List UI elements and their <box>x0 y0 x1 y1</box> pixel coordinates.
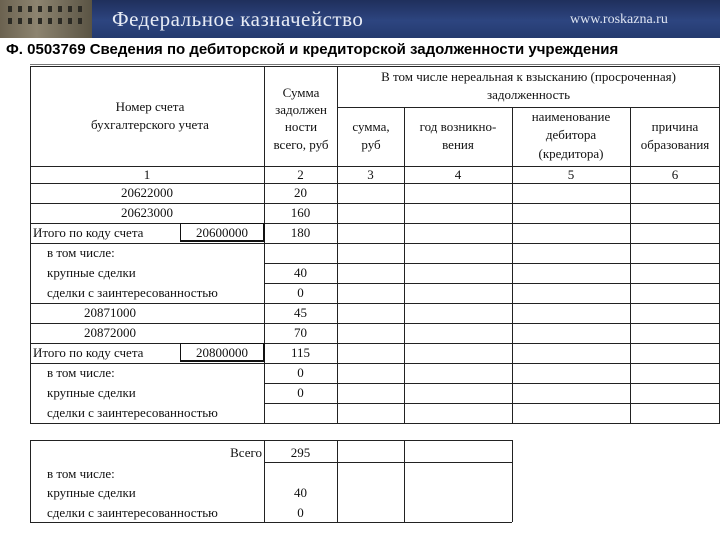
account-code: 20600000 <box>196 225 248 240</box>
building-image <box>0 0 92 38</box>
row-label: 20622000 <box>121 185 173 200</box>
header-sum-line1: сумма, <box>352 119 390 134</box>
row-value: 115 <box>290 345 311 360</box>
header-total-line2: задолжен <box>275 102 327 117</box>
row-label: Итого по коду счета <box>33 345 144 360</box>
header-overdue-line2: задолженность <box>486 87 571 102</box>
row-label: сделки с заинтересованностью <box>47 405 218 420</box>
header-total-line1: Сумма <box>282 85 320 100</box>
header-total-line3: ности <box>284 119 318 134</box>
col-number-4: 4 <box>454 167 462 182</box>
col-number-3: 3 <box>367 167 374 182</box>
col-number-2: 2 <box>297 167 304 182</box>
banner-url: www.roskazna.ru <box>570 12 668 27</box>
account-code: 20800000 <box>196 345 248 360</box>
header-debtor-line1: наименование <box>531 109 611 124</box>
col-number-6: 6 <box>671 167 679 182</box>
row-label: крупные сделки <box>47 385 136 400</box>
total-sub-label: крупные сделки <box>47 485 136 500</box>
header-debtor-line3: (кредитора) <box>538 146 604 161</box>
row-value: 0 <box>297 365 304 380</box>
row-label: Итого по коду счета <box>33 225 144 240</box>
total-sub-label: в том числе: <box>47 466 115 481</box>
header-year-line2: вения <box>442 137 474 152</box>
col-number-5: 5 <box>567 167 575 182</box>
col-number-1: 1 <box>143 167 151 182</box>
row-label: сделки с заинтересованностью <box>47 285 218 300</box>
row-value: 160 <box>290 205 311 220</box>
header-sum-line2: руб <box>361 137 381 152</box>
row-value: 40 <box>294 265 307 280</box>
header-reason-line1: причина <box>651 119 699 134</box>
row-label: в том числе: <box>47 245 115 260</box>
title-rule <box>30 64 720 65</box>
row-value: 0 <box>297 385 304 400</box>
header-debtor-line2: дебитора <box>545 127 597 142</box>
header-year-line1: год возникно- <box>419 119 497 134</box>
header-account-line2: бухгалтерского учета <box>91 117 209 132</box>
row-value: 180 <box>290 225 311 240</box>
header-total-line4: всего, руб <box>273 137 329 152</box>
total-sub-value: 0 <box>297 505 304 520</box>
row-value: 70 <box>294 325 307 340</box>
total-label: Всего <box>230 445 262 460</box>
header-banner <box>0 0 720 38</box>
header-reason-line2: образования <box>640 137 710 152</box>
row-value: 20 <box>294 185 307 200</box>
row-label: 20871000 <box>84 305 136 320</box>
row-label: в том числе: <box>47 365 115 380</box>
header-account-line1: Номер счета <box>115 99 185 114</box>
row-label: 20623000 <box>121 205 173 220</box>
total-sub-value: 40 <box>294 485 307 500</box>
total-sub-label: сделки с заинтересованностью <box>47 505 218 520</box>
total-value: 295 <box>290 445 311 460</box>
header-overdue-line1: В том числе нереальная к взысканию (просроченная) <box>381 69 676 84</box>
row-label: крупные сделки <box>47 265 136 280</box>
document-title: Ф. 0503769 Сведения по дебиторской и кредиторской задолженности учреждения <box>6 41 619 58</box>
row-value: 0 <box>297 285 304 300</box>
row-value: 45 <box>294 305 307 320</box>
banner-title: Федеральное казначейство <box>112 7 364 31</box>
row-label: 20872000 <box>84 325 136 340</box>
